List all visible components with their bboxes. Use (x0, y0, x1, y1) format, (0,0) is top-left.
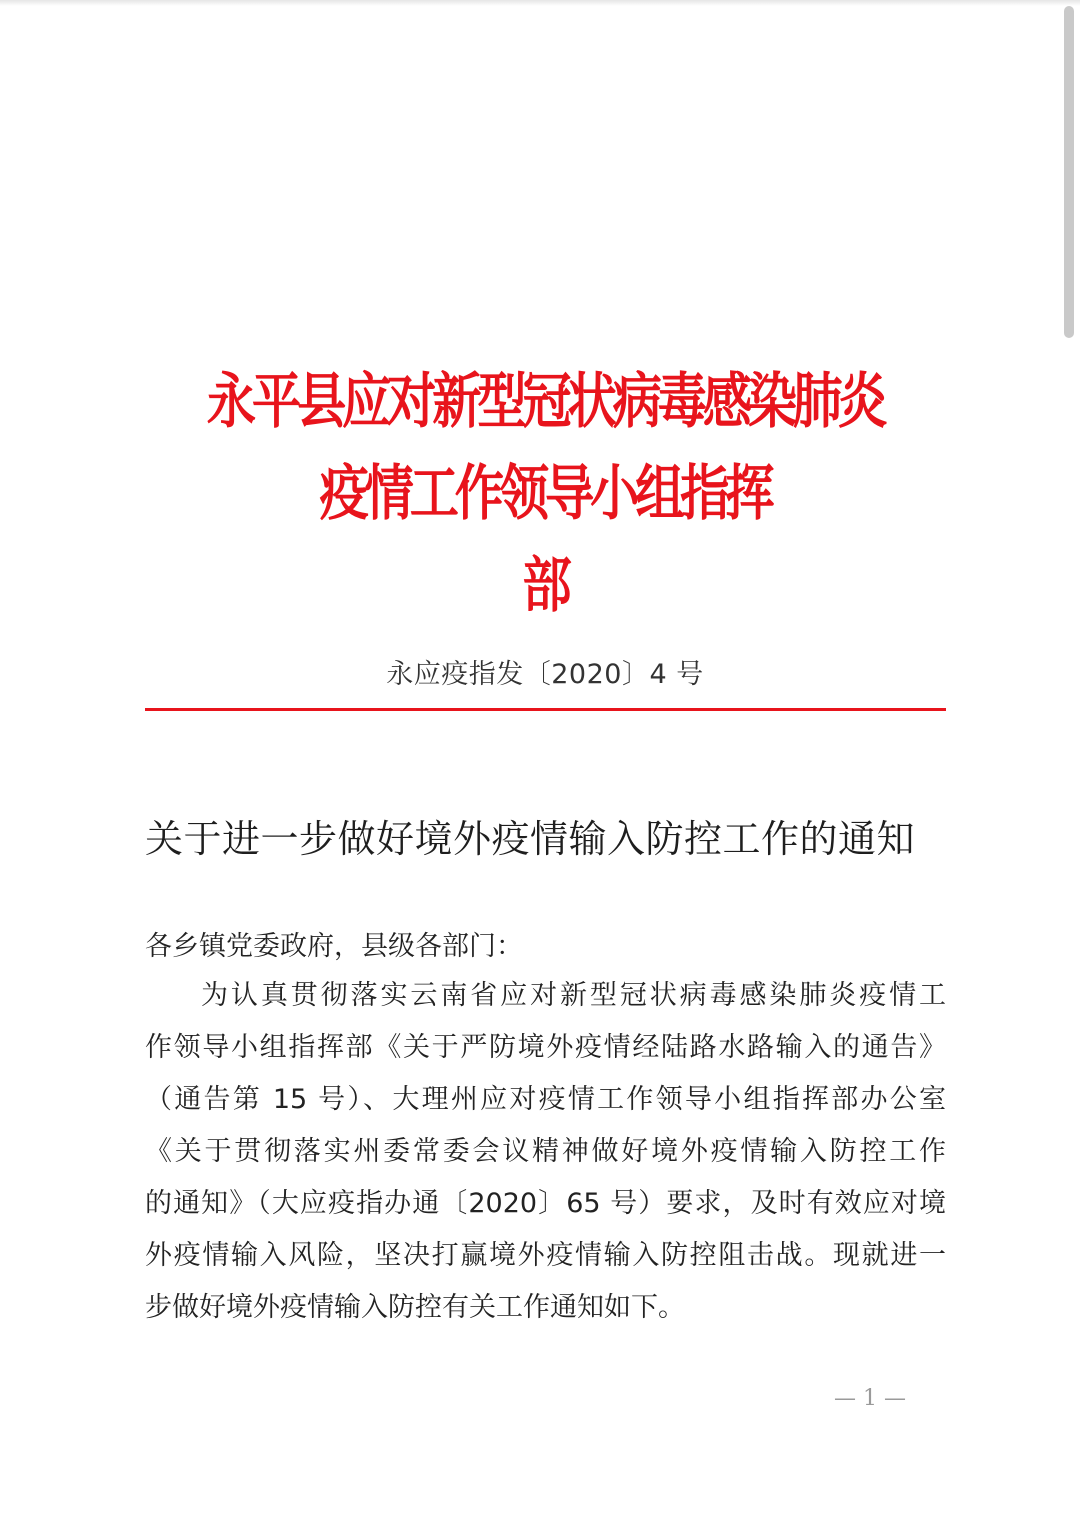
salutation: 各乡镇党委政府，县级各部门： (145, 931, 523, 962)
body-line: 为认真贯彻落实云南省应对新型冠状病毒感染肺炎疫情工 (201, 980, 946, 1011)
document-number: 永应疫指发〔2020〕4 号 (386, 659, 704, 690)
top-shadow (0, 0, 1080, 6)
scrollbar[interactable] (1064, 6, 1074, 338)
body-line: 步做好境外疫情输入防控有关工作通知如下。 (145, 1292, 685, 1323)
body-line: 的通知》（大应疫指办通〔2020〕65 号）要求，及时有效应对境 (145, 1188, 946, 1219)
body-line: 作领导小组指挥部《关于严防境外疫情经陆路水路输入的通告》 (145, 1032, 946, 1063)
document-title: 关于进一步做好境外疫情输入防控工作的通知 (145, 817, 916, 861)
issuer-line-1: 永平县应对新型冠状病毒感染肺炎疫情工作领导小组指挥 (206, 367, 884, 529)
body-paragraph (145, 970, 946, 1334)
body-line: 《关于贯彻落实州委常委会议精神做好境外疫情输入防控工作 (145, 1136, 946, 1167)
red-divider (145, 708, 946, 711)
body-line: 外疫情输入风险，坚决打赢境外疫情输入防控阻击战。现就进一 (145, 1240, 946, 1271)
page-number: — 1 — (834, 1386, 906, 1411)
issuer-header (205, 356, 886, 632)
issuer-line-2: 部 (522, 551, 568, 621)
body-line: （通告第 15 号）、大理州应对疫情工作领导小组指挥部办公室 (145, 1084, 946, 1115)
